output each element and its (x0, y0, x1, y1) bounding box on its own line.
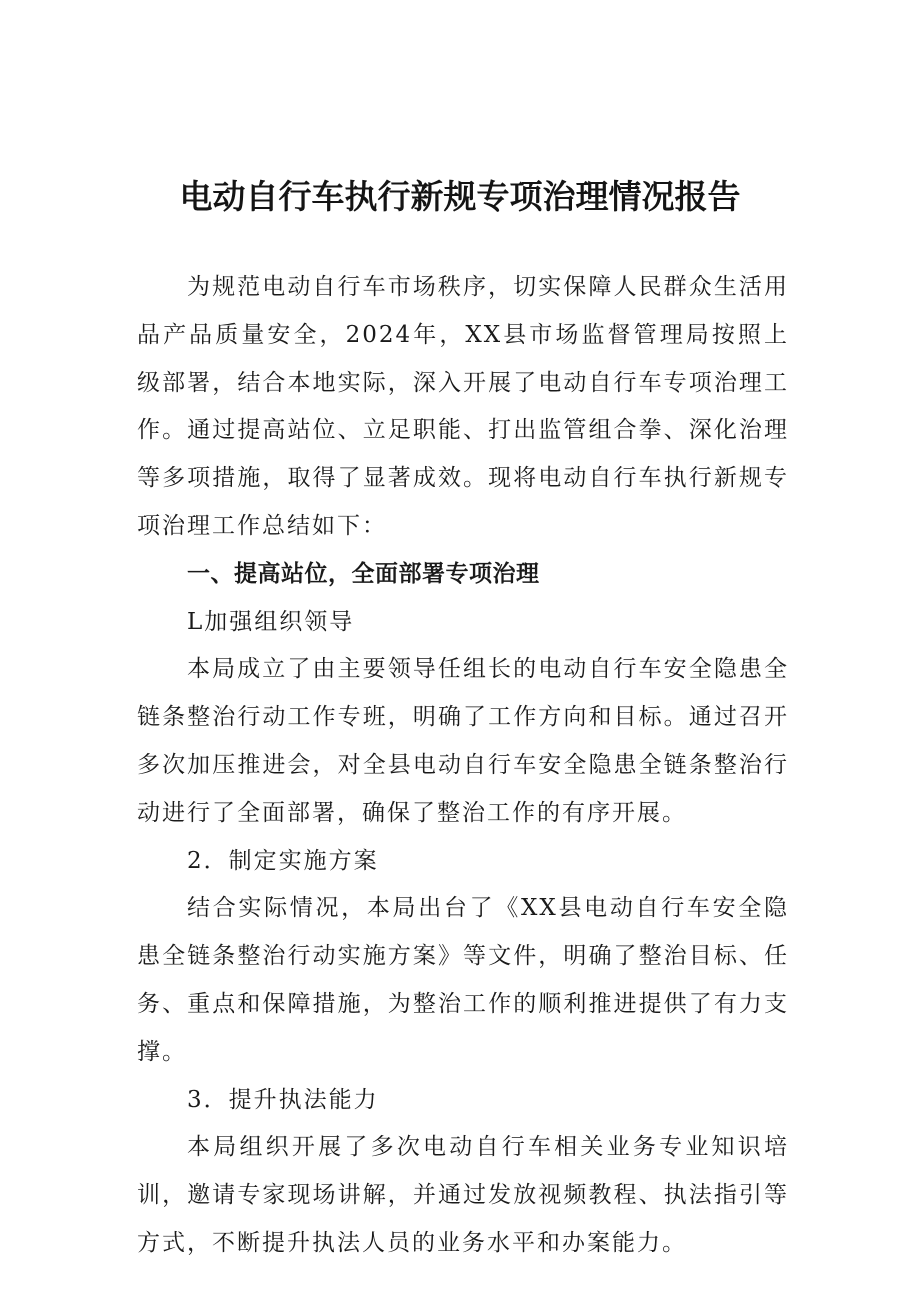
document-body (137, 264, 789, 1268)
document-title: 电动自行车执行新规专项治理情况报告 (179, 177, 741, 216)
subsection-paragraph: 本局组织开展了多次电动自行车相关业务专业知识培训，邀请专家现场讲解，并通过发放视频教程、执法指引等方式，不断提升执法人员的业务水平和办案能力。 (137, 1134, 789, 1256)
subsection-title: 3．提升执法能力 (187, 1086, 379, 1113)
subsection-paragraph: 结合实际情况，本局出台了《XX县电动自行车安全隐患全链条整治行动实施方案》等文件，明确了整治目标、任务、重点和保障措施，为整治工作的顺利推进提供了有力支撑。 (137, 895, 789, 1065)
subsection-title: L加强组织领导 (187, 608, 355, 635)
section-heading: 一、提高站位，全面部署专项治理 (187, 560, 540, 587)
subsection-title: 2．制定实施方案 (187, 847, 379, 874)
subsection-paragraph: 本局成立了由主要领导任组长的电动自行车安全隐患全链条整治行动工作专班，明确了工作方向和目标。通过召开多次加压推进会，对全县电动自行车安全隐患全链条整治行动进行了全面部署，确保了整治工作的有序开展。 (137, 656, 789, 826)
intro-paragraph: 为规范电动自行车市场秩序，切实保障人民群众生活用品产品质量安全，2024年，XX县市场监督管理局按照上级部署，结合本地实际，深入开展了电动自行车专项治理工作。通过提高站位、立足职能、打出监管组合拳、深化治理等多项措施，取得了显著成效。现将电动自行车执行新规专项治理工作总结如下： (137, 274, 789, 539)
